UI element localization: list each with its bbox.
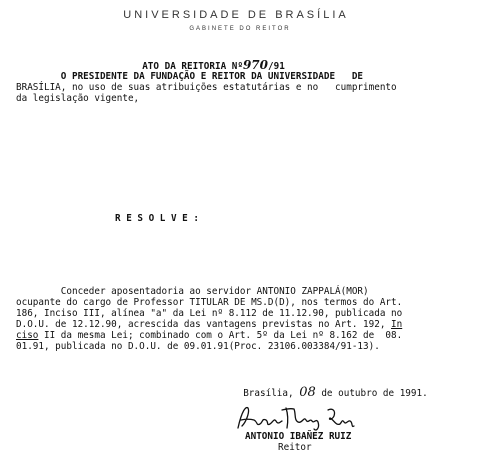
preamble-line: da legislação vigente, — [16, 93, 140, 104]
institution-header: UNIVERSIDADE DE BRASÍLIA — [123, 9, 349, 21]
office-subheader: GABINETE DO REITOR — [189, 26, 291, 32]
handwritten-signature — [232, 402, 362, 434]
date-city: Brasília, — [243, 388, 300, 399]
signatory-role: Reitor — [278, 442, 312, 453]
preamble-line: O PRESIDENTE DA FUNDAÇÃO E REITOR DA UNIVERSIDADE DE — [16, 71, 364, 82]
body-underlined-text: ciso — [16, 330, 39, 341]
preamble-line: BRASÍLIA, no uso de suas atribuições estatutárias e no cumprimento — [16, 82, 397, 93]
body-line: 01.91, publicada no D.O.U. de 09.01.91(Proc. 23106.003384/91-13). — [16, 341, 380, 352]
body-line — [16, 319, 402, 330]
date-rest: de outubro de 1991. — [315, 388, 428, 399]
date-line — [232, 376, 428, 399]
body-line: 186, Inciso III, alínea "a" da Lei nº 8.112 de 11.12.90, publicada no — [16, 308, 403, 319]
date-day: 08 — [299, 385, 316, 400]
resolve-heading: R E S O L V E : — [115, 213, 199, 224]
act-title-suffix: /91 — [268, 61, 285, 72]
act-title — [131, 49, 285, 72]
signatory-name: ANTONIO IBAÑEZ RUIZ — [245, 431, 352, 442]
body-line: ocupante do cargo de Professor TITULAR DE MS.D(D), nos termos do Art. — [16, 297, 403, 308]
body-line — [16, 330, 402, 341]
act-title-prefix: ATO DA REITORIA Nº — [142, 61, 243, 72]
body-line: Conceder aposentadoria ao servidor ANTONIO ZAPPALÁ(MOR) — [16, 286, 369, 297]
body-text: D.O.U. de 12.12.90, acrescida das vantagens previstas no Art. 192, — [16, 319, 392, 330]
body-text: II da mesma Lei; combinado com o Art. 5º da Lei nº 8.162 de 08. — [38, 330, 403, 341]
act-number: 970 — [242, 58, 269, 72]
body-underlined-text: In — [391, 319, 403, 330]
